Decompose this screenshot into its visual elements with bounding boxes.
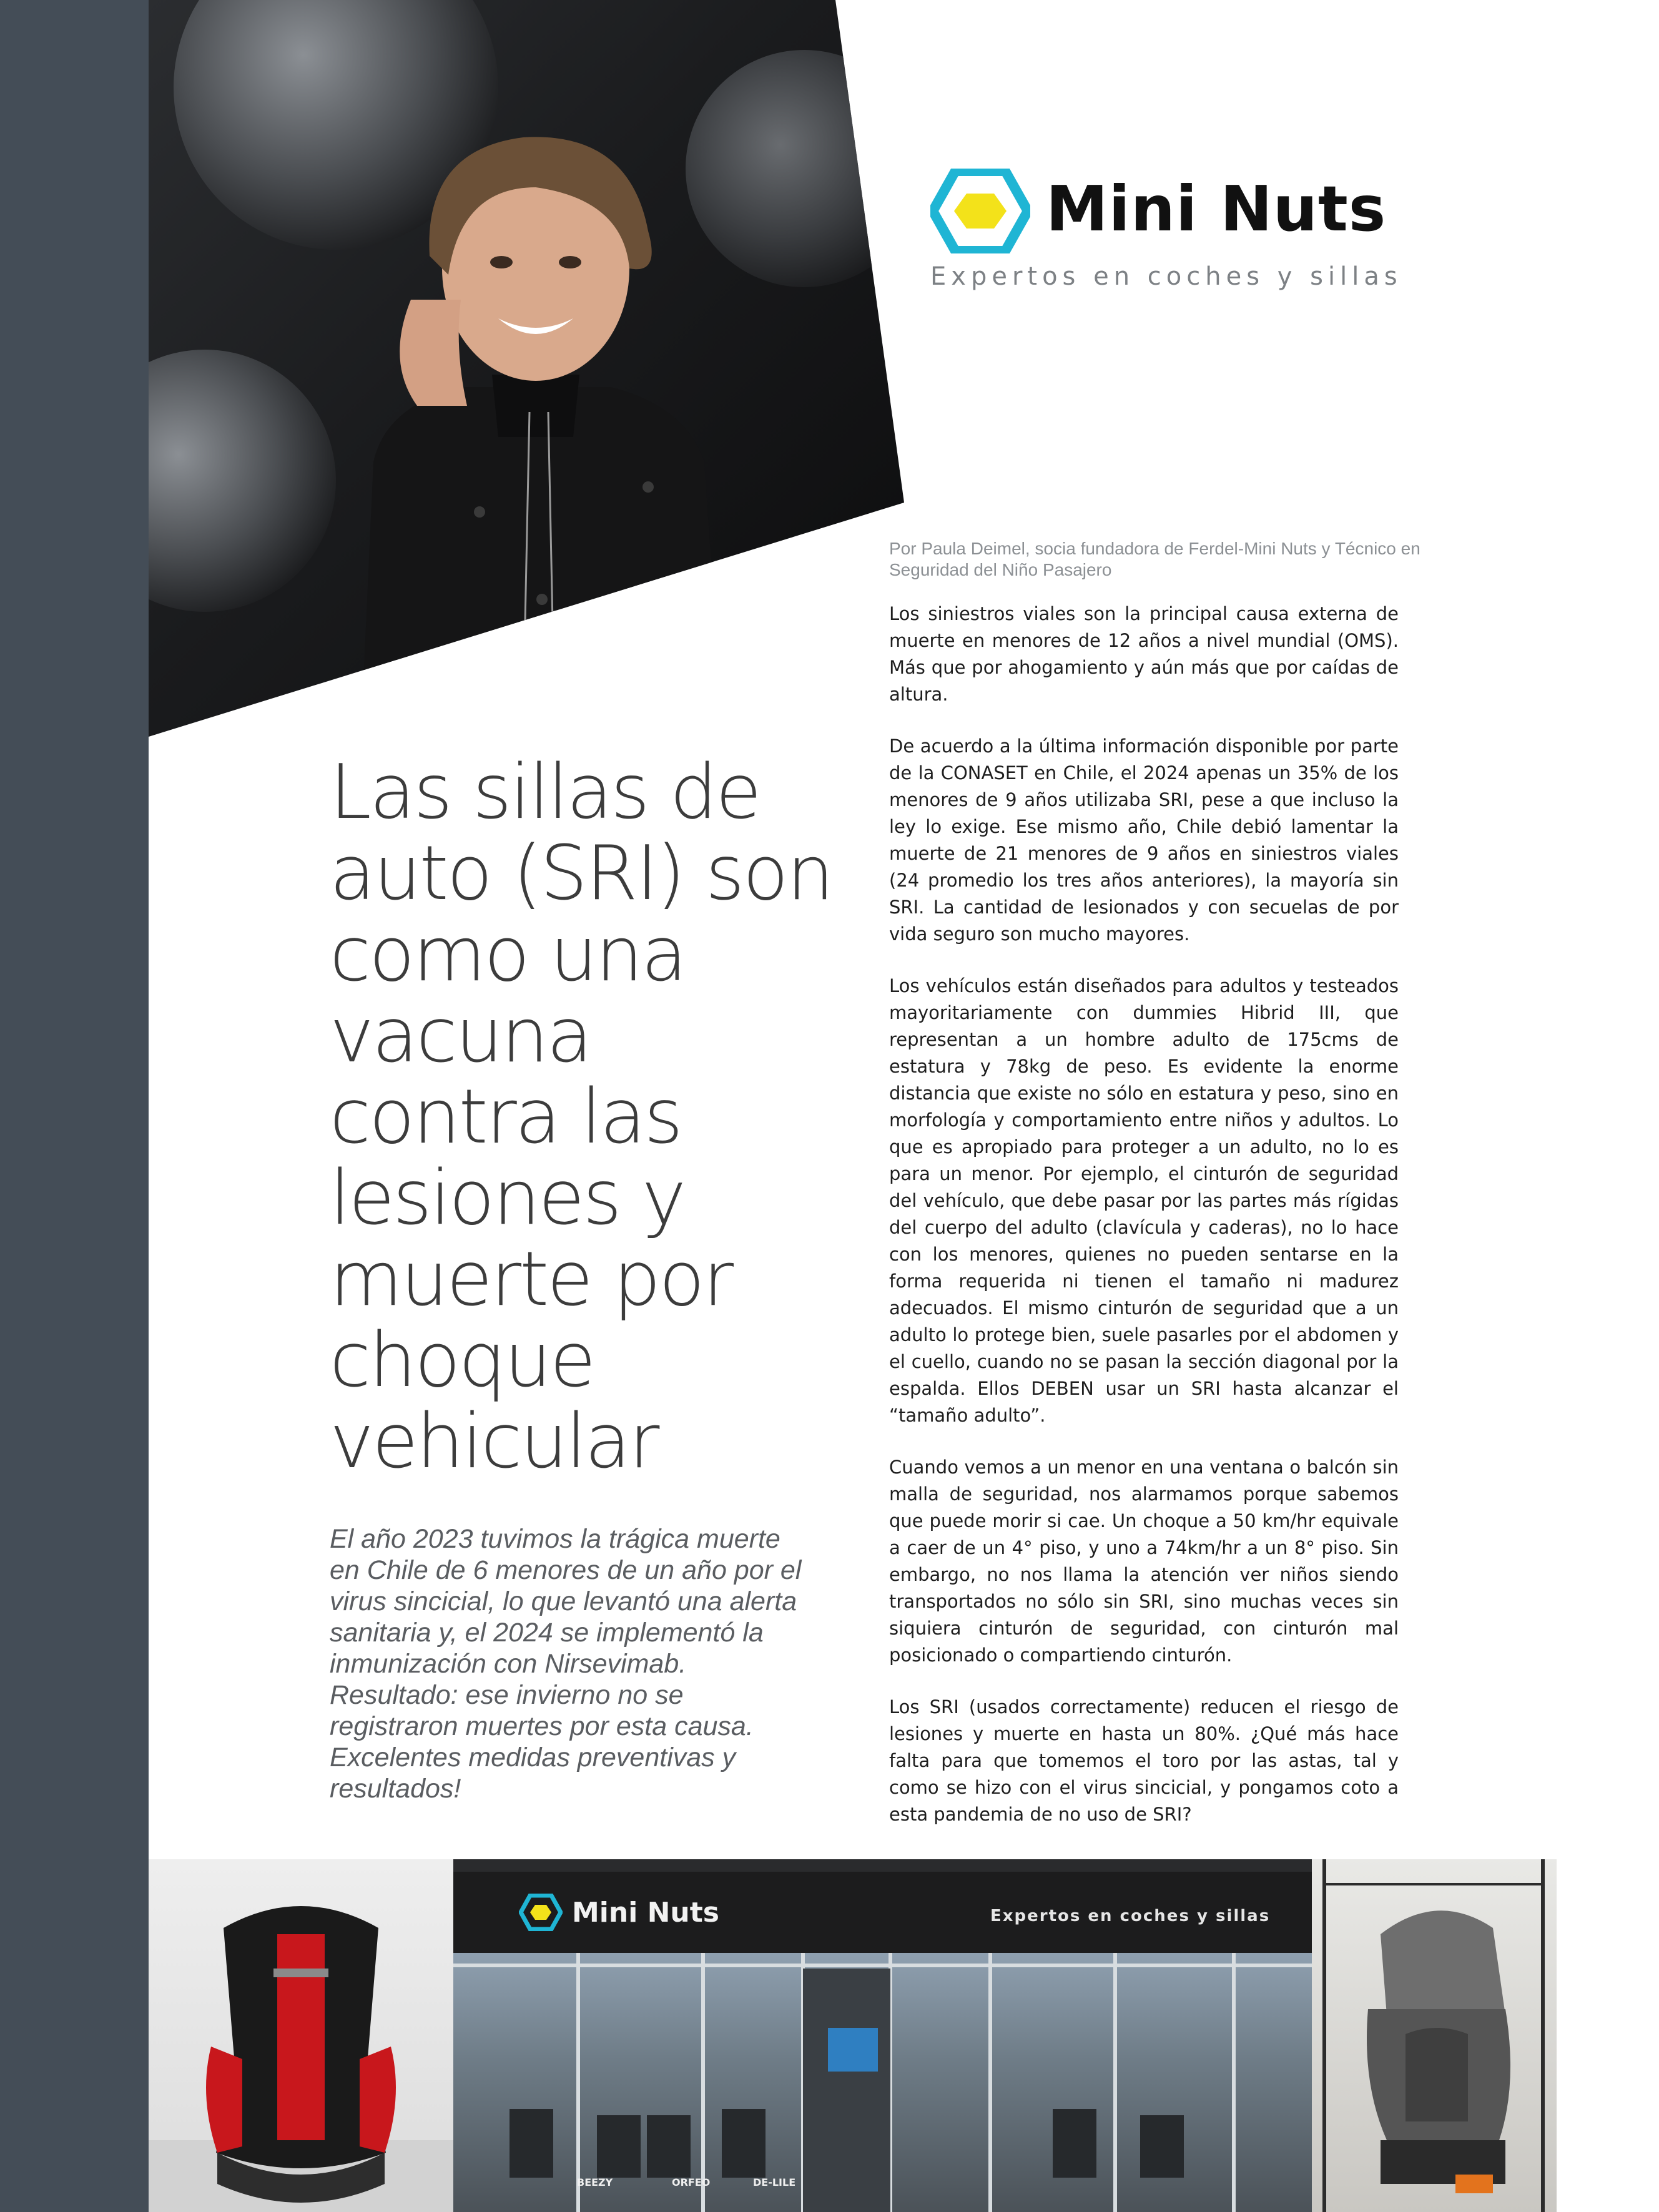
- storefront-photo: [453, 1859, 1312, 2212]
- author-portrait-photo: [149, 0, 904, 737]
- storefront-sign: [453, 1872, 1312, 1953]
- booster-seat-illustration: [149, 1859, 453, 2212]
- article-body: [889, 601, 1399, 1853]
- brand-logo: [930, 169, 1402, 300]
- bottom-photo-strip: [149, 1859, 1557, 2212]
- stroller-label: DE-LILE: [753, 2176, 796, 2188]
- booster-seat-photo: [149, 1859, 453, 2212]
- stroller-label: ORFEO: [672, 2176, 711, 2188]
- infant-car-seat-photo: [1312, 1859, 1557, 2212]
- article-headline: Las sillas de auto (SRI) son como una vacuna contra las lesiones y muerte por choque vehicular: [330, 749, 832, 1485]
- body-paragraph: Cuando vemos a un menor en una ventana o balcón sin malla de seguridad, nos alarmamos porque sabemos que puede morir si cae. Un choque a 50 km/hr equivale a caer de un 4° piso, y uno a 74km/hr a un 8° piso. Sin embargo, no nos llama la atención ver niños siendo transportados no sólo sin SRI, sino muchas veces sin siquiera cinturón de seguridad, con cinturón mal posicionado o compartiendo cinturón.: [889, 1457, 1399, 1666]
- body-paragraph: Los vehículos están diseñados para adultos y testeados mayoritariamente con dummies Hibrid III, que representan a un hombre adulto de 175cms de estatura y 78kg de peso. Es evidente la enorme distancia que existe no sólo en estatura y peso, sino en morfología y comportamiento entre niños y adultos. Lo que es apropiado para proteger a un adulto, no lo es para un menor. Por ejemplo, el cinturón de seguridad del vehículo, que debe pasar por las partes más rígidas del cuerpo del adulto (clavícula y caderas), no lo hace con los menores, quienes no pueden sentarse en la forma requerida ni tienen el tamaño ni madurez adecuados. El mismo cinturón de seguridad que a un adulto lo protege bien, suele pasarles por el abdomen y el cuello, cuando no se pasan la sección diagonal por la espalda. Ellos DEBEN usar un SRI hasta alcanzar el “tamaño adulto”.: [889, 975, 1399, 1426]
- stroller-label: BEEZY: [577, 2176, 613, 2188]
- brand-name: Mini Nuts: [1046, 172, 1387, 245]
- infant-car-seat-illustration: [1312, 1859, 1557, 2212]
- storefront-tagline: Expertos en coches y sillas: [990, 1907, 1271, 1925]
- car-seat-shape: [149, 350, 336, 612]
- left-sidebar-band: [0, 0, 149, 2212]
- article-lead: El año 2023 tuvimos la trágica muerte en Chile de 6 menores de un año por el virus sincicial, lo que levantó una alerta sanitaria y, el 2024 se implementó la inmunización con Nirsevimab. Resultado: ese invierno no se registraron muertes por esta causa. Excelentes medidas preventivas y resultados!: [330, 1524, 802, 1804]
- body-paragraph: De acuerdo a la última información disponible por parte de la CONASET en Chile, el 2024 apenas un 35% de los menores de 9 años utilizaba SRI, pese a que incluso la ley lo exige. Ese mismo año, Chile debió lamentar la muerte de 21 menores de 9 años en siniestros viales (24 promedio los tres años anteriores), la mayoría sin SRI. La cantidad de lesionados y con secuelas de por vida seguro son mucho mayores.: [889, 735, 1399, 945]
- storefront-windows: [453, 1953, 1312, 2212]
- body-paragraph: Los SRI (usados correctamente) reducen el riesgo de lesiones y muerte en hasta un 80%. ¿Qué más hace falta para que tomemos el toro por las astas, tal y como se hizo con el virus sincicial, y pongamos coto a esta pandemia de no uso de SRI?: [889, 1696, 1399, 1825]
- hexagon-logo-icon: [930, 169, 1030, 253]
- body-paragraph: Los siniestros viales son la principal causa externa de muerte en menores de 12 años a nivel mundial (OMS). Más que por ahogamiento y aún más que por caídas de altura.: [889, 603, 1399, 705]
- hexagon-logo-icon: [519, 1894, 563, 1931]
- storefront-window-frames: [453, 1953, 1312, 2212]
- portrait-person: [336, 112, 736, 737]
- article-byline: Por Paula Deimel, socia fundadora de Ferdel-Mini Nuts y Técnico en Seguridad del Niño Pasajero: [889, 539, 1420, 579]
- storefront-brand-name: Mini Nuts: [572, 1897, 719, 1929]
- brand-tagline: Expertos en coches y sillas: [930, 262, 1402, 291]
